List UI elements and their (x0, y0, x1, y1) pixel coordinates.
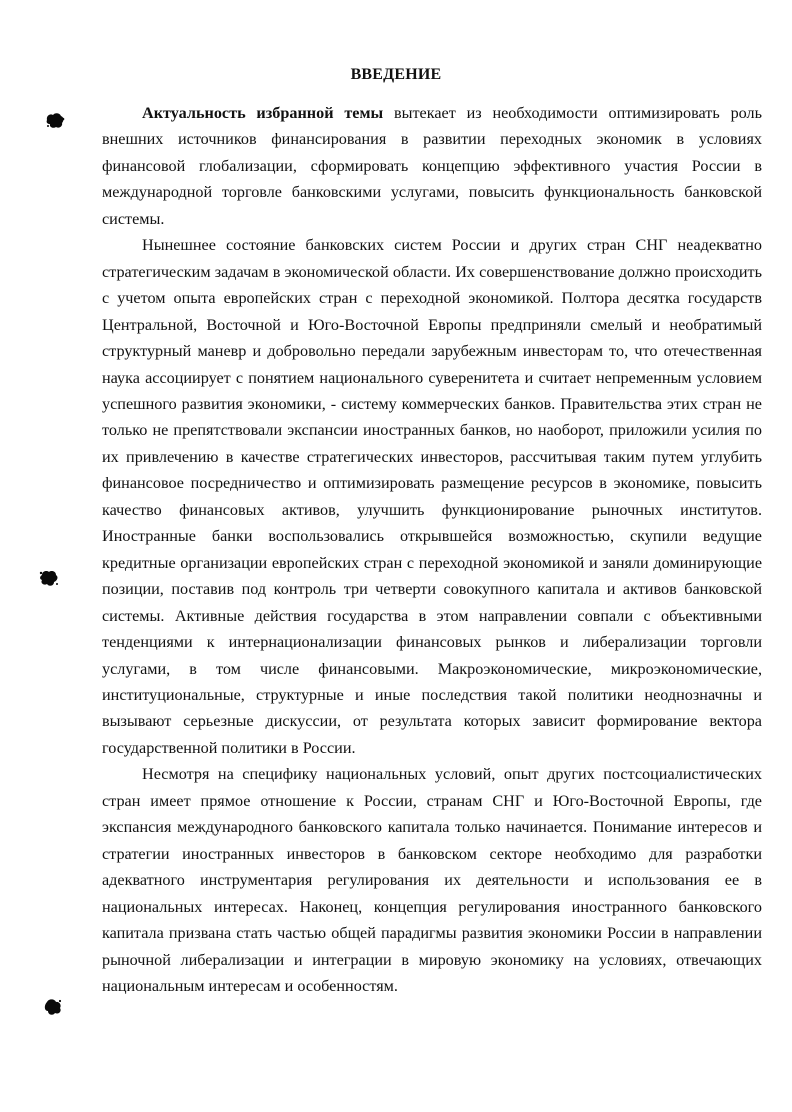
ink-blot-icon (42, 996, 64, 1018)
paragraph-text: вытекает из необходимости оптимизировать роль внешних источников финансирования в развитии переходных экономик в условиях финансовой глобализации, сформировать концепцию эффективного участия России в международной торговле банковскими услугами, повысить функциональность банковской системы. (102, 104, 763, 228)
paragraph-relevance (102, 100, 762, 232)
ink-blot-icon (38, 567, 60, 589)
page-title: ВВЕДЕНИЕ (350, 66, 442, 83)
body-text (102, 100, 762, 999)
paragraph-experience: Несмотря на специфику национальных условий, опыт других постсоциалистических стран имеет прямое отношение к России, странам СНГ и Юго-Восточной Европы, где экспансия международного банковского капитала только начинается. Понимание интересов и стратегии иностранных инвесторов в банковском секторе необходимо для разработки адекватного инструментария регулирования их деятельности и использования ее в национальных интересах. Наконец, концепция регулирования иностранного банковского капитала призвана стать частью общей парадигмы развития экономики России в направлении рыночной либерализации и интеграции в мировую экономику на условиях, отвечающих национальным интересам и особенностям. (102, 765, 762, 995)
paragraph-current-state: Нынешнее состояние банковских систем России и других стран СНГ неадекватно стратегическим задачам в экономической области. Их совершенствование должно происходить с учетом опыта европейских стран с переходной экономикой. Полтора десятка государств Центральной, Восточной и Юго-Восточной Европы предприняли смелый и необратимый структурный маневр и добровольно передали зарубежным инвесторам то, что отечественная наука ассоциирует с понятием национального суверенитета и считает непременным условием успешного развития экономики, - систему коммерческих банков. Правительства этих стран не только не препятствовали экспансии иностранных банков, но наоборот, приложили усилия по их привлечению в качестве стратегических инвесторов, рассчитывая таким путем углубить финансовое посредничество и оптимизировать размещение ресурсов в экономике, повысить качество финансовых активов, улучшить функционирование рыночных институтов. Иностранные банки воспользовались открывшейся возможностью, скупили ведущие кредитные организации европейских стран с переходной экономикой и заняли доминирующие позиции, поставив под контроль три четверти совокупного капитала и активов банковской системы. Активные действия государства в этом направлении совпали с объективными тенденциями к интернационализации финансовых рынков и либерализации торговли услугами, в том числе финансовыми. Макроэкономические, микроэкономические, институциональные, структурные и иные последствия такой политики неоднозначны и вызывают серьезные дискуссии, от результата которых зависит формирование вектора государственной политики в России. (102, 236, 762, 757)
ink-blot-icon (44, 110, 66, 132)
paragraph-lead: Актуальность избранной темы (142, 104, 384, 122)
